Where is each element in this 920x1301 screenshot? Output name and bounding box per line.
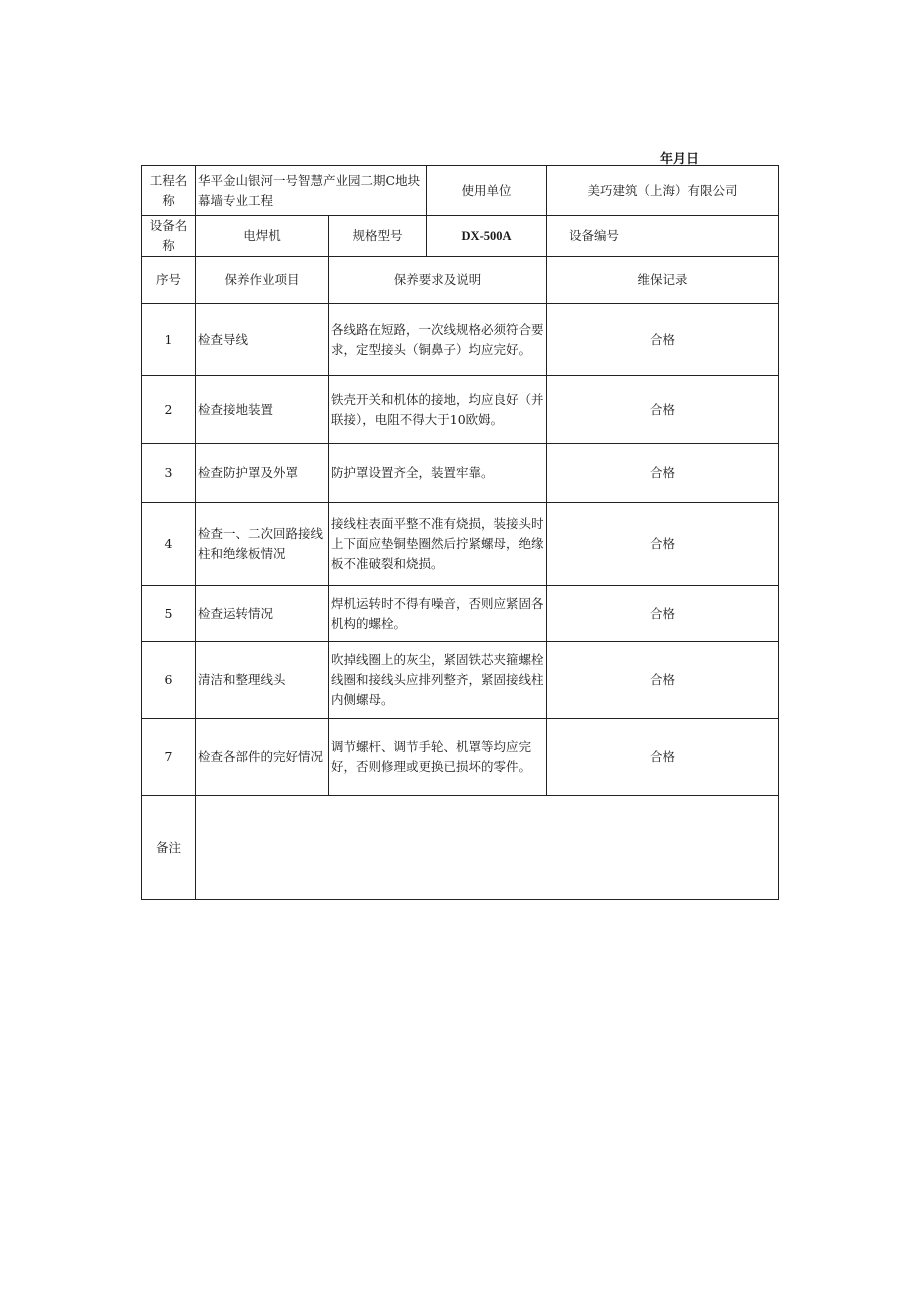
- project-name-value: 华平金山银河一号智慧产业园二期C地块幕墙专业工程: [196, 166, 427, 216]
- row-item: 检查接地装置: [196, 376, 329, 444]
- remarks-label: 备注: [142, 796, 196, 900]
- row-no: 7: [142, 719, 196, 796]
- user-unit-value: 美巧建筑（上海）有限公司: [547, 166, 779, 216]
- col-header-record: 维保记录: [547, 257, 779, 304]
- col-header-requirement: 保养要求及说明: [329, 257, 547, 304]
- equipment-no-label: 设备编号: [547, 216, 779, 257]
- row-item: 检查运转情况: [196, 586, 329, 642]
- spec-model-label: 规格型号: [329, 216, 427, 257]
- remarks-row: [142, 796, 779, 900]
- col-header-item: 保养作业项目: [196, 257, 329, 304]
- row-no: 3: [142, 444, 196, 503]
- row-record: 合格: [547, 444, 779, 503]
- row-requirement: 吹掉线圈上的灰尘，紧固铁芯夹箍螺栓线圈和接线头应排列整齐，紧固接线柱内侧螺母。: [329, 642, 547, 719]
- row-item: 检查防护罩及外罩: [196, 444, 329, 503]
- equipment-name-label: 设备名称: [142, 216, 196, 257]
- row-record: 合格: [547, 719, 779, 796]
- table-row: [142, 586, 779, 642]
- table-row: [142, 444, 779, 503]
- table-row: [142, 719, 779, 796]
- row-record: 合格: [547, 503, 779, 586]
- row-requirement: 焊机运转时不得有噪音，否则应紧固各机构的螺栓。: [329, 586, 547, 642]
- row-record: 合格: [547, 304, 779, 376]
- remarks-value: [196, 796, 779, 900]
- table-row: [142, 503, 779, 586]
- row-requirement: 防护罩设置齐全，装置牢靠。: [329, 444, 547, 503]
- row-no: 5: [142, 586, 196, 642]
- table-row: [142, 304, 779, 376]
- row-item: 检查一、二次回路接线柱和绝缘板情况: [196, 503, 329, 586]
- project-row: [142, 166, 779, 216]
- equipment-name-value: 电焊机: [196, 216, 329, 257]
- column-header-row: [142, 257, 779, 304]
- row-record: 合格: [547, 642, 779, 719]
- col-header-no: 序号: [142, 257, 196, 304]
- row-requirement: 接线柱表面平整不准有烧损，装接头时上下面应垫铜垫圈然后拧紧螺母，绝缘板不准破裂和烧损。: [329, 503, 547, 586]
- row-item: 检查导线: [196, 304, 329, 376]
- row-no: 6: [142, 642, 196, 719]
- row-requirement: 铁壳开关和机体的接地，均应良好（并联接），电阻不得大于10欧姆。: [329, 376, 547, 444]
- row-record: 合格: [547, 376, 779, 444]
- row-record: 合格: [547, 586, 779, 642]
- row-item: 清洁和整理线头: [196, 642, 329, 719]
- date-label: 年月日: [660, 152, 700, 167]
- row-no: 4: [142, 503, 196, 586]
- equipment-row: [142, 216, 779, 257]
- project-name-label: 工程名称: [142, 166, 196, 216]
- row-requirement: 各线路在短路，一次线规格必须符合要求，定型接头（铜鼻子）均应完好。: [329, 304, 547, 376]
- row-requirement: 调节螺杆、调节手轮、机罩等均应完好，否则修理或更换已损坏的零件。: [329, 719, 547, 796]
- spec-model-value: DX-500A: [427, 216, 547, 257]
- maintenance-record-table: [141, 165, 779, 900]
- row-no: 1: [142, 304, 196, 376]
- row-no: 2: [142, 376, 196, 444]
- table-row: [142, 376, 779, 444]
- table-row: [142, 642, 779, 719]
- user-unit-label: 使用单位: [427, 166, 547, 216]
- row-item: 检查各部件的完好情况: [196, 719, 329, 796]
